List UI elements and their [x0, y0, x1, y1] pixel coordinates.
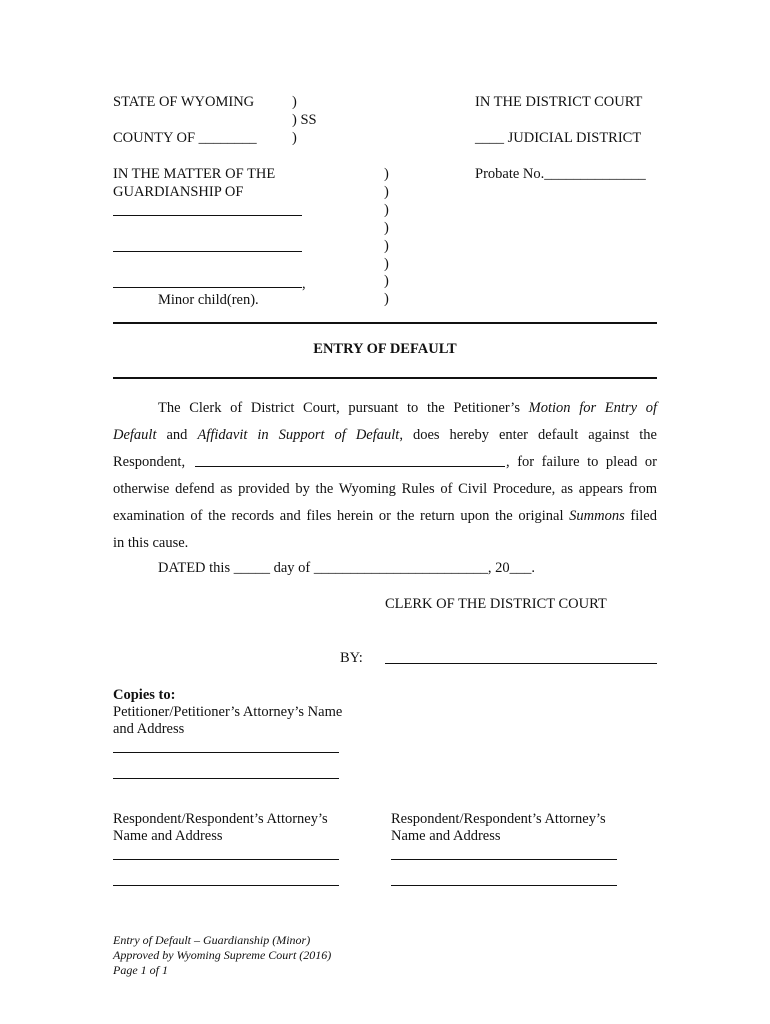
caption-paren: ) [384, 201, 389, 218]
respondent1-label-2: Name and Address [113, 828, 223, 844]
state-label: STATE OF WYOMING [113, 94, 255, 110]
caption-paren: ) [384, 255, 389, 272]
respondent1-address-line-1[interactable] [113, 859, 339, 860]
ward-name-line-3[interactable] [113, 287, 302, 288]
minor-children-label: Minor child(ren). [158, 292, 259, 308]
caption-paren: ) [384, 237, 389, 254]
document-title: ENTRY OF DEFAULT [313, 341, 457, 357]
body-line-4: otherwise defend as provided by the Wyoming Rules of Civil Procedure, as appears from [113, 481, 657, 497]
respondent1-address-line-2[interactable] [113, 885, 339, 886]
caption-paren: ) [384, 273, 389, 290]
by-label: BY: [340, 650, 363, 666]
county-label: COUNTY OF ________ [113, 130, 257, 146]
footer-approval: Approved by Wyoming Supreme Court (2016) [113, 948, 332, 962]
ward-comma: , [302, 276, 306, 292]
respondent2-address-line-1[interactable] [391, 859, 617, 860]
matter-line-2: GUARDIANSHIP OF [113, 184, 244, 200]
body-line-2: Default and Affidavit in Support of Default, does hereby enter default against the [113, 427, 657, 443]
caption-paren: ) [292, 130, 297, 146]
footer-form-title: Entry of Default – Guardianship (Minor) [113, 933, 311, 947]
respondent2-label-1: Respondent/Respondent’s Attorney’s [391, 811, 606, 827]
court-label: IN THE DISTRICT COURT [475, 94, 643, 110]
clerk-label: CLERK OF THE DISTRICT COURT [385, 596, 607, 612]
petitioner-address-line-1[interactable] [113, 752, 339, 753]
dated-line: DATED this _____ day of ________________________, 20___. [158, 560, 535, 576]
caption-paren: ) [384, 219, 389, 236]
respondent-name-line[interactable] [195, 466, 505, 467]
district-label: ____ JUDICIAL DISTRICT [475, 130, 642, 146]
ward-name-line-2[interactable] [113, 251, 302, 252]
copies-heading: Copies to: [113, 687, 176, 703]
respondent2-address-line-2[interactable] [391, 885, 617, 886]
matter-line-1: IN THE MATTER OF THE [113, 166, 276, 182]
petitioner-address-line-2[interactable] [113, 778, 339, 779]
caption-paren: ) [384, 166, 389, 182]
probate-number: Probate No.______________ [475, 166, 646, 182]
body-line-5: examination of the records and files herein or the return upon the original Summons filed [113, 508, 657, 524]
respondent2-label-2: Name and Address [391, 828, 501, 844]
caption-paren-column [384, 166, 389, 309]
footer-page-number: Page 1 of 1 [113, 963, 168, 977]
ward-name-line-1[interactable] [113, 215, 302, 216]
respondent-label: Respondent, [113, 454, 186, 470]
caption-paren: ) [384, 183, 389, 200]
petitioner-label-2: and Address [113, 721, 185, 737]
petitioner-label-1: Petitioner/Petitioner’s Attorney’s Name [113, 704, 343, 720]
body-line-1: The Clerk of District Court, pursuant to the Petitioner’s Motion for Entry of [158, 400, 657, 416]
caption-paren: ) [292, 94, 297, 110]
body-line-3-tail: , for failure to plead or [506, 454, 657, 470]
respondent1-label-1: Respondent/Respondent’s Attorney’s [113, 811, 328, 827]
caption-paren: ) [384, 291, 389, 308]
title-rule-bottom [113, 377, 657, 379]
title-rule-top [113, 322, 657, 324]
body-line-6: in this cause. [113, 535, 189, 551]
signature-line[interactable] [385, 663, 657, 664]
ss-label: ) SS [292, 112, 317, 128]
